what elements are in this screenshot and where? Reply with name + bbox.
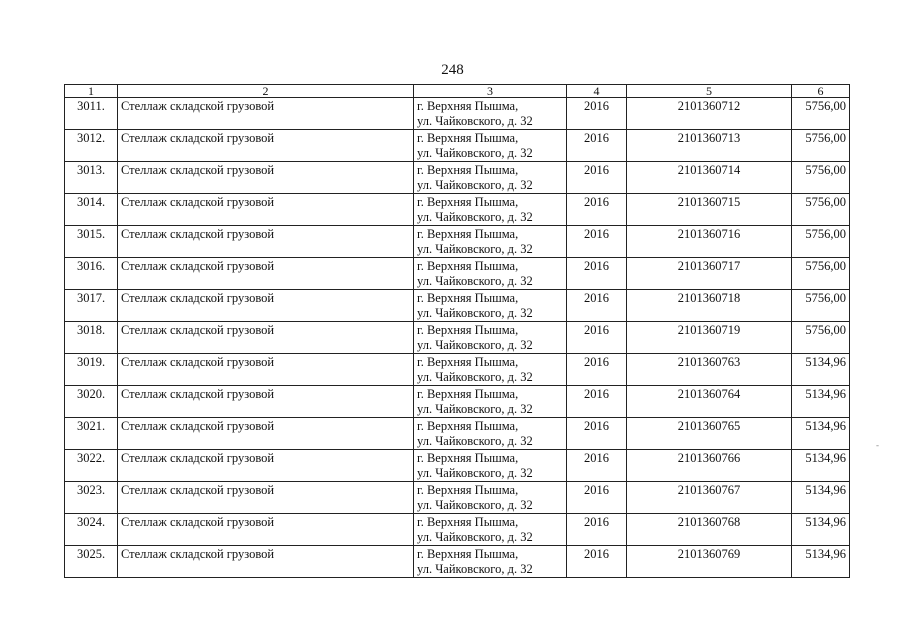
address-line-street: ул. Чайковского, д. 32 — [417, 562, 533, 576]
value-cell: 5756,00 — [792, 258, 850, 290]
address-line-city: г. Верхняя Пышма, — [417, 387, 519, 401]
row-number-cell: 3022. — [65, 450, 118, 482]
address-cell — [414, 290, 567, 322]
value-cell: 5134,96 — [792, 514, 850, 546]
item-name-cell: Стеллаж складской грузовой — [118, 258, 414, 290]
item-name-cell: Стеллаж складской грузовой — [118, 450, 414, 482]
value-cell: 5756,00 — [792, 130, 850, 162]
value-cell: 5756,00 — [792, 194, 850, 226]
table-row — [65, 130, 850, 162]
value-cell: 5134,96 — [792, 386, 850, 418]
address-cell — [414, 258, 567, 290]
address-line-street: ул. Чайковского, д. 32 — [417, 370, 533, 384]
item-name-cell: Стеллаж складской грузовой — [118, 514, 414, 546]
table-row — [65, 450, 850, 482]
address-line-city: г. Верхняя Пышма, — [417, 163, 519, 177]
year-cell: 2016 — [567, 194, 627, 226]
inventory-number-cell: 2101360714 — [627, 162, 792, 194]
address-line-street: ул. Чайковского, д. 32 — [417, 114, 533, 128]
year-cell: 2016 — [567, 418, 627, 450]
address-cell — [414, 450, 567, 482]
row-number-cell: 3023. — [65, 482, 118, 514]
table-row — [65, 418, 850, 450]
year-cell: 2016 — [567, 354, 627, 386]
header-col-3: 3 — [414, 85, 567, 98]
year-cell: 2016 — [567, 514, 627, 546]
row-number-cell: 3018. — [65, 322, 118, 354]
property-register-table — [64, 84, 850, 578]
address-line-city: г. Верхняя Пышма, — [417, 131, 519, 145]
inventory-number-cell: 2101360713 — [627, 130, 792, 162]
row-number-cell: 3012. — [65, 130, 118, 162]
row-number-cell: 3016. — [65, 258, 118, 290]
address-cell — [414, 98, 567, 130]
address-line-city: г. Верхняя Пышма, — [417, 291, 519, 305]
address-cell — [414, 130, 567, 162]
address-line-street: ул. Чайковского, д. 32 — [417, 434, 533, 448]
item-name-cell: Стеллаж складской грузовой — [118, 354, 414, 386]
address-line-street: ул. Чайковского, д. 32 — [417, 306, 533, 320]
header-col-5: 5 — [627, 85, 792, 98]
page-number: 248 — [441, 62, 464, 78]
table-body — [65, 98, 850, 578]
table-row — [65, 546, 850, 578]
item-name-cell: Стеллаж складской грузовой — [118, 194, 414, 226]
header-col-4: 4 — [567, 85, 627, 98]
inventory-number-cell: 2101360719 — [627, 322, 792, 354]
address-cell — [414, 162, 567, 194]
value-cell: 5134,96 — [792, 450, 850, 482]
address-line-city: г. Верхняя Пышма, — [417, 419, 519, 433]
address-line-city: г. Верхняя Пышма, — [417, 515, 519, 529]
inventory-number-cell: 2101360718 — [627, 290, 792, 322]
year-cell: 2016 — [567, 290, 627, 322]
address-cell — [414, 482, 567, 514]
table-row — [65, 514, 850, 546]
value-cell: 5134,96 — [792, 418, 850, 450]
value-cell: 5134,96 — [792, 354, 850, 386]
value-cell: 5756,00 — [792, 226, 850, 258]
inventory-number-cell: 2101360769 — [627, 546, 792, 578]
year-cell: 2016 — [567, 258, 627, 290]
header-row — [65, 85, 850, 98]
table-row — [65, 482, 850, 514]
table-row — [65, 98, 850, 130]
year-cell: 2016 — [567, 450, 627, 482]
table-row — [65, 194, 850, 226]
table-row — [65, 258, 850, 290]
item-name-cell: Стеллаж складской грузовой — [118, 546, 414, 578]
row-number-cell: 3015. — [65, 226, 118, 258]
item-name-cell: Стеллаж складской грузовой — [118, 418, 414, 450]
address-line-street: ул. Чайковского, д. 32 — [417, 530, 533, 544]
address-line-street: ул. Чайковского, д. 32 — [417, 338, 533, 352]
item-name-cell: Стеллаж складской грузовой — [118, 226, 414, 258]
table-row — [65, 290, 850, 322]
item-name-cell: Стеллаж складской грузовой — [118, 98, 414, 130]
inventory-number-cell: 2101360716 — [627, 226, 792, 258]
address-line-city: г. Верхняя Пышма, — [417, 195, 519, 209]
address-line-city: г. Верхняя Пышма, — [417, 99, 519, 113]
row-number-cell: 3013. — [65, 162, 118, 194]
inventory-number-cell: 2101360763 — [627, 354, 792, 386]
address-line-city: г. Верхняя Пышма, — [417, 547, 519, 561]
value-cell: 5134,96 — [792, 482, 850, 514]
value-cell: 5756,00 — [792, 322, 850, 354]
item-name-cell: Стеллаж складской грузовой — [118, 130, 414, 162]
table-row — [65, 386, 850, 418]
address-cell — [414, 386, 567, 418]
address-line-street: ул. Чайковского, д. 32 — [417, 210, 533, 224]
inventory-number-cell: 2101360715 — [627, 194, 792, 226]
address-cell — [414, 418, 567, 450]
header-col-2: 2 — [118, 85, 414, 98]
year-cell: 2016 — [567, 386, 627, 418]
row-number-cell: 3020. — [65, 386, 118, 418]
row-number-cell: 3019. — [65, 354, 118, 386]
row-number-cell: 3025. — [65, 546, 118, 578]
address-line-street: ул. Чайковского, д. 32 — [417, 466, 533, 480]
table-row — [65, 162, 850, 194]
address-cell — [414, 514, 567, 546]
inventory-number-cell: 2101360712 — [627, 98, 792, 130]
value-cell: 5756,00 — [792, 162, 850, 194]
address-line-city: г. Верхняя Пышма, — [417, 483, 519, 497]
row-number-cell: 3011. — [65, 98, 118, 130]
item-name-cell: Стеллаж складской грузовой — [118, 322, 414, 354]
inventory-number-cell: 2101360767 — [627, 482, 792, 514]
address-line-street: ул. Чайковского, д. 32 — [417, 242, 533, 256]
value-cell: 5134,96 — [792, 546, 850, 578]
inventory-number-cell: 2101360766 — [627, 450, 792, 482]
address-line-street: ул. Чайковского, д. 32 — [417, 402, 533, 416]
address-cell — [414, 546, 567, 578]
item-name-cell: Стеллаж складской грузовой — [118, 290, 414, 322]
row-number-cell: 3021. — [65, 418, 118, 450]
address-line-city: г. Верхняя Пышма, — [417, 259, 519, 273]
address-line-city: г. Верхняя Пышма, — [417, 227, 519, 241]
address-line-street: ул. Чайковского, д. 32 — [417, 274, 533, 288]
year-cell: 2016 — [567, 226, 627, 258]
value-cell: 5756,00 — [792, 290, 850, 322]
address-line-street: ул. Чайковского, д. 32 — [417, 146, 533, 160]
row-number-cell: 3014. — [65, 194, 118, 226]
address-cell — [414, 226, 567, 258]
inventory-number-cell: 2101360765 — [627, 418, 792, 450]
year-cell: 2016 — [567, 322, 627, 354]
table-header — [65, 85, 850, 98]
inventory-number-cell: 2101360768 — [627, 514, 792, 546]
table-row — [65, 226, 850, 258]
year-cell: 2016 — [567, 130, 627, 162]
inventory-number-cell: 2101360717 — [627, 258, 792, 290]
value-cell: 5756,00 — [792, 98, 850, 130]
address-cell — [414, 322, 567, 354]
address-line-city: г. Верхняя Пышма, — [417, 323, 519, 337]
header-col-1: 1 — [65, 85, 118, 98]
item-name-cell: Стеллаж складской грузовой — [118, 386, 414, 418]
year-cell: 2016 — [567, 98, 627, 130]
row-number-cell: 3017. — [65, 290, 118, 322]
header-col-6: 6 — [792, 85, 850, 98]
table-row — [65, 354, 850, 386]
address-cell — [414, 354, 567, 386]
stray-mark: - — [876, 440, 879, 450]
address-line-city: г. Верхняя Пышма, — [417, 355, 519, 369]
address-line-street: ул. Чайковского, д. 32 — [417, 178, 533, 192]
year-cell: 2016 — [567, 546, 627, 578]
inventory-number-cell: 2101360764 — [627, 386, 792, 418]
address-line-city: г. Верхняя Пышма, — [417, 451, 519, 465]
item-name-cell: Стеллаж складской грузовой — [118, 482, 414, 514]
address-cell — [414, 194, 567, 226]
year-cell: 2016 — [567, 482, 627, 514]
row-number-cell: 3024. — [65, 514, 118, 546]
item-name-cell: Стеллаж складской грузовой — [118, 162, 414, 194]
address-line-street: ул. Чайковского, д. 32 — [417, 498, 533, 512]
year-cell: 2016 — [567, 162, 627, 194]
table-row — [65, 322, 850, 354]
